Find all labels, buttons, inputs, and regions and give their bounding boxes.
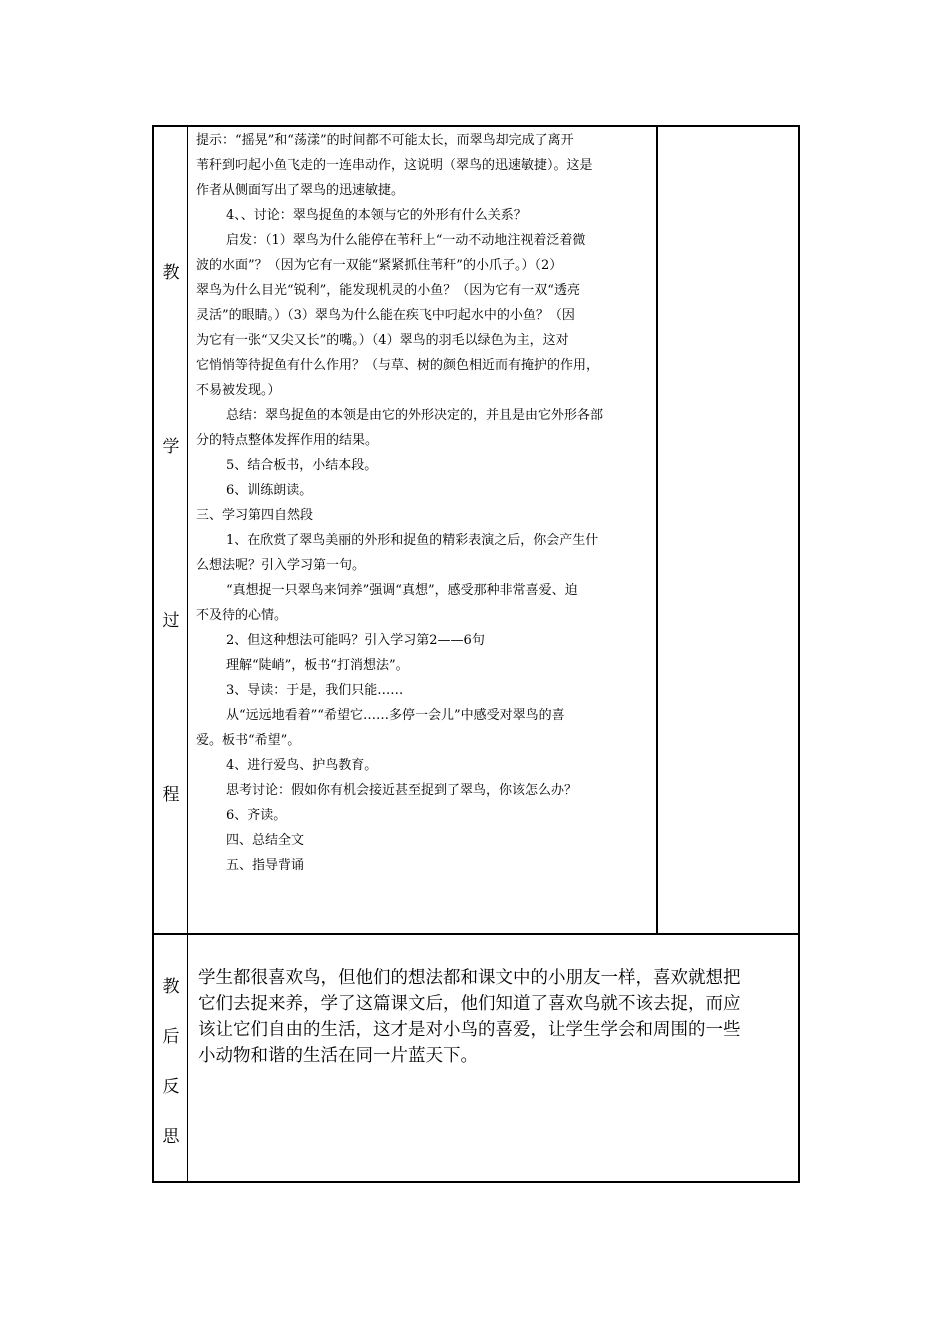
content-line: 四、总结全文 [226, 833, 305, 848]
label-char: 过 [162, 611, 180, 631]
label-char: 教 [162, 977, 180, 997]
content-line: 爱。板书“希望”。 [196, 733, 301, 748]
content-line: 总结：翠鸟捉鱼的本领是由它的外形决定的，并且是由它外形各部 [226, 408, 604, 423]
lesson-plan-table [152, 125, 800, 1183]
content-line: 思考讨论：假如你有机会接近甚至捉到了翠鸟，你该怎么办？ [226, 783, 578, 798]
content-line: 4、、讨论：翠鸟捉鱼的本领与它的外形有什么关系？ [226, 208, 527, 223]
content-line: 作者从侧面写出了翠鸟的迅速敏捷。 [196, 183, 405, 198]
reflection-line: 它们去捉来养，学了这篇课文后，他们知道了喜欢鸟就不该去捉，而应 [198, 994, 741, 1014]
content-line: 启发：（1）翠鸟为什么能停在苇秆上“一动不动地注视着泛着微 [226, 233, 586, 248]
content-line: 2、但这种想法可能吗？引入学习第2——6句 [226, 633, 485, 648]
content-line: 6、训练朗读。 [226, 483, 313, 498]
reflection-line: 该让它们自由的生活，这才是对小鸟的喜爱，让学生学会和周围的一些 [198, 1020, 741, 1040]
content-line: 4、进行爱鸟、护鸟教育。 [226, 758, 378, 773]
content-line: 提示：“摇晃”和“荡漾”的时间都不可能太长，而翠鸟却完成了离开 [196, 133, 574, 148]
teaching-process-row [154, 127, 798, 935]
notes-cell [658, 127, 798, 933]
label-char: 教 [162, 263, 180, 283]
content-line: 三、学习第四自然段 [196, 508, 314, 523]
content-line: 从“远远地看着”“希望它……多停一会儿”中感受对翠鸟的喜 [226, 708, 565, 723]
content-line: 不易被发现。） [196, 383, 281, 398]
label-char: 学 [162, 437, 180, 457]
content-line: 理解“陡峭”，板书“打消想法”。 [226, 658, 409, 673]
content-line: 它悄悄等待捉鱼有什么作用？（与草、树的颜色相近而有掩护的作用， [196, 358, 600, 373]
content-line: 波的水面”？（因为它有一双能“紧紧抓住苇秆”的小爪子。）（2） [196, 258, 563, 273]
content-line: 不及待的心情。 [196, 608, 288, 623]
content-line: 翠鸟为什么目光“锐利”，能发现机灵的小鱼？（因为它有一双“透亮 [196, 283, 580, 298]
teaching-process-content-cell [188, 127, 658, 933]
content-line: 3、导读：于是，我们只能…… [226, 683, 404, 698]
content-line: 五、指导背诵 [226, 858, 305, 873]
content-line: 5、结合板书，小结本段。 [226, 458, 378, 473]
reflection-label-cell [154, 935, 188, 1181]
content-line: 么想法呢？引入学习第一句。 [196, 558, 366, 573]
label-char: 程 [162, 785, 180, 805]
content-line: 6、齐读。 [226, 808, 287, 823]
content-line: 为它有一张“又尖又长”的嘴。）（4）翠鸟的羽毛以绿色为主，这对 [196, 333, 569, 348]
teaching-process-label-cell [154, 127, 188, 933]
reflection-line: 小动物和谐的生活在同一片蓝天下。 [198, 1046, 478, 1066]
content-line: 分的特点整体发挥作用的结果。 [196, 433, 379, 448]
reflection-text [198, 965, 794, 1069]
content-line: 灵活”的眼睛。）（3）翠鸟为什么能在疾飞中叼起水中的小鱼？（因 [196, 308, 575, 323]
reflection-row [154, 935, 798, 1181]
label-char: 后 [162, 1027, 180, 1047]
content-line: 苇秆到叼起小鱼飞走的一连串动作，这说明（翠鸟的迅速敏捷）。这是 [196, 158, 593, 173]
content-line: 1、在欣赏了翠鸟美丽的外形和捉鱼的精彩表演之后，你会产生什 [226, 533, 599, 548]
reflection-line: 学生都很喜欢鸟，但他们的想法都和课文中的小朋友一样，喜欢就想把 [198, 968, 741, 988]
content-line: “真想捉一只翠鸟来饲养”强调“真想”，感受那种非常喜爱、迫 [226, 583, 578, 598]
label-char: 思 [162, 1127, 180, 1147]
label-char: 反 [162, 1077, 180, 1097]
